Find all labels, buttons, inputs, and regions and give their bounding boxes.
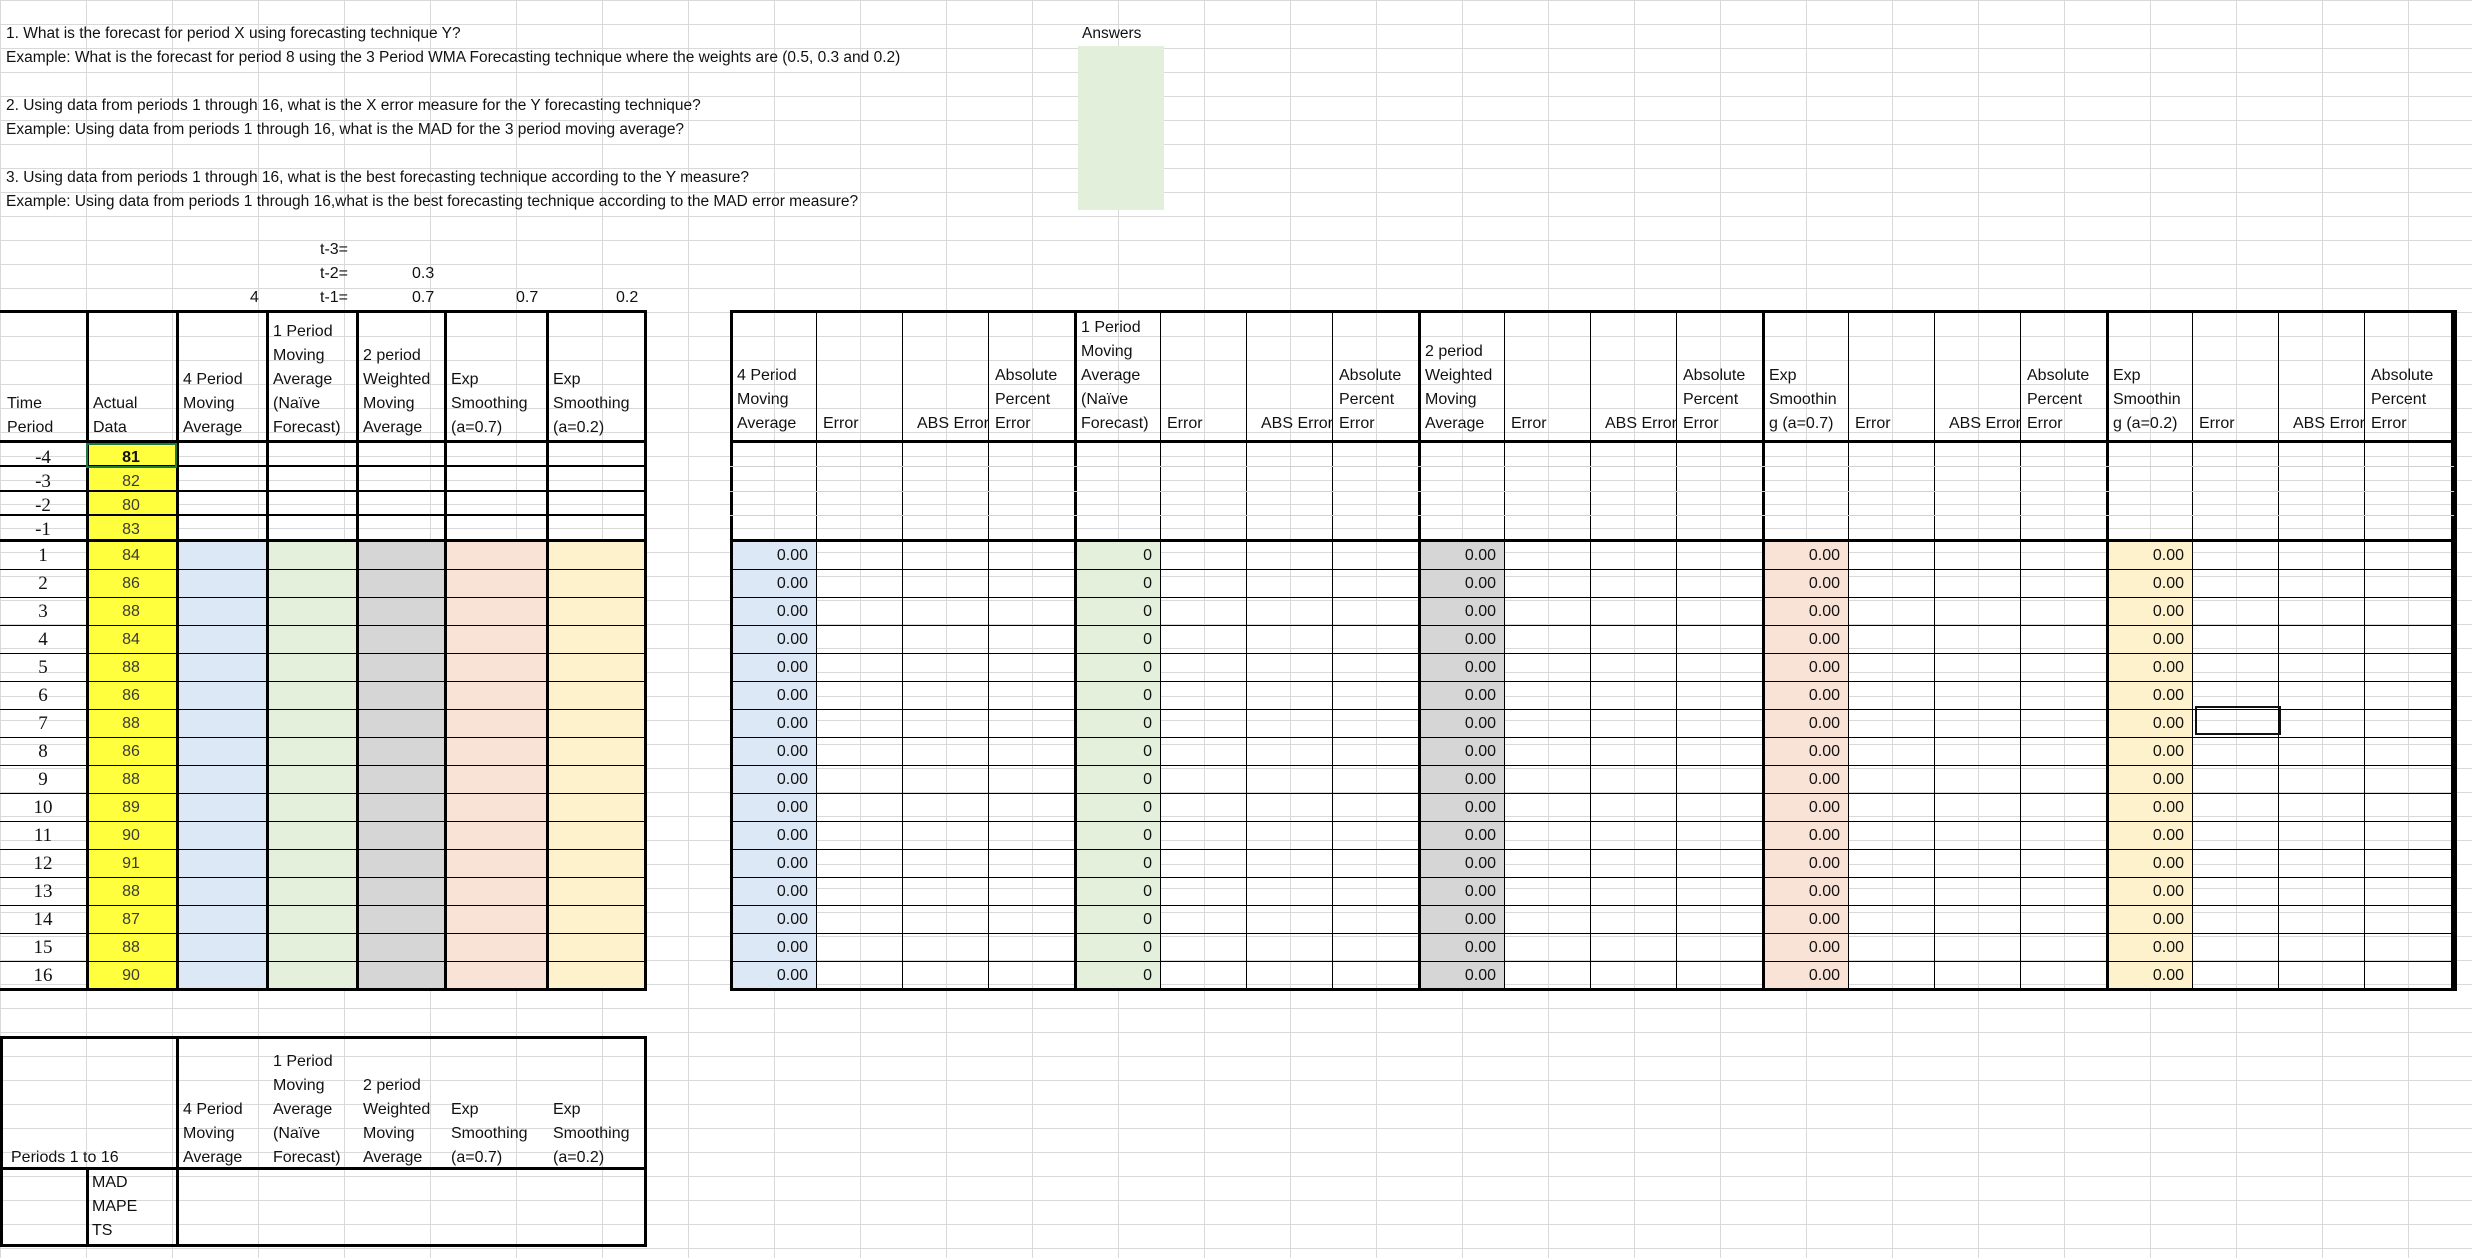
actual-data-cell[interactable]: 89 [122, 799, 140, 816]
actual-data-cell[interactable]: 82 [122, 473, 140, 490]
forecast-value-cell[interactable]: 0.00 [1464, 771, 1496, 788]
forecast-value-cell[interactable]: 0.00 [776, 715, 808, 732]
forecast-value-cell[interactable]: 0.00 [1808, 911, 1840, 928]
forecast-value-cell[interactable]: 0.00 [1464, 631, 1496, 648]
question-2-example: Example: Using data from periods 1 through 16, what is the MAD for the 3 period moving average? [6, 121, 685, 138]
time-period-cell[interactable]: 2 [38, 573, 48, 594]
time-period-cell[interactable]: 13 [33, 881, 53, 902]
row-line [730, 821, 2454, 822]
forecast-value-cell[interactable]: 0 [1143, 575, 1152, 592]
actual-data-cell[interactable]: 88 [122, 659, 140, 676]
t1-label: t-1= [320, 289, 349, 306]
right-header-abs-error: ABS Error [1260, 415, 1333, 432]
actual-data-cell[interactable]: 86 [122, 743, 140, 760]
time-period-cell[interactable]: 7 [38, 713, 48, 734]
time-period-cell[interactable]: 6 [38, 685, 48, 706]
t2-weight[interactable]: 0.3 [412, 265, 435, 282]
forecast-value-cell[interactable]: 0 [1143, 659, 1152, 676]
metric-mad: MAD [92, 1174, 128, 1191]
summary-col-line [86, 1167, 89, 1247]
forecast-value-cell[interactable]: 0 [1143, 743, 1152, 760]
forecast-value-cell[interactable]: 0.00 [776, 631, 808, 648]
forecast-value-cell[interactable]: 0 [1143, 687, 1152, 704]
col-line [644, 310, 647, 991]
right-header-ape: Absolute Percent Error [2371, 367, 2434, 432]
forecast-value-cell[interactable]: 0.00 [1464, 603, 1496, 620]
summary-header-wma2: 2 period Weighted Moving Average [363, 1077, 431, 1166]
question-3: 3. Using data from periods 1 through 16, what is the best forecasting technique according to the Y measure? [6, 169, 750, 186]
header-time-period: Time Period [7, 395, 54, 436]
actual-data-cell[interactable]: 90 [122, 827, 140, 844]
forecast-value-cell[interactable]: 0.00 [1464, 743, 1496, 760]
right-header-exp07: Exp Smoothin g (a=0.7) [1769, 367, 1837, 432]
forecast-value-cell[interactable]: 0.00 [1464, 687, 1496, 704]
header-ma4: 4 Period Moving Average [183, 371, 243, 436]
row-line [730, 737, 2454, 738]
right-header-abs-error: ABS Error [2292, 415, 2365, 432]
right-col-line [1160, 310, 1161, 991]
forecast-value-cell[interactable]: 0.00 [1464, 547, 1496, 564]
forecast-value-cell[interactable]: 0.00 [2152, 547, 2184, 564]
row-line [730, 877, 2454, 878]
forecast-value-cell[interactable]: 0.00 [1464, 799, 1496, 816]
right-header-ape: Absolute Percent Error [1683, 367, 1746, 432]
right-header-abs-error: ABS Error [1604, 415, 1677, 432]
right-header-error: Error [1511, 415, 1547, 432]
t1-weight[interactable]: 0.7 [412, 289, 435, 306]
forecast-value-cell[interactable]: 0.00 [1808, 575, 1840, 592]
question-2: 2. Using data from periods 1 through 16, what is the X error measure for the Y forecasting technique? [6, 97, 701, 114]
row-line [730, 515, 2454, 516]
time-period-cell[interactable]: -1 [35, 519, 51, 540]
actual-data-cell[interactable]: 90 [122, 967, 140, 984]
forecast-value-cell[interactable]: 0.00 [1808, 603, 1840, 620]
forecast-value-cell[interactable]: 0.00 [2152, 799, 2184, 816]
right-header-ape: Absolute Percent Error [995, 367, 1058, 432]
active-cell[interactable] [2195, 706, 2281, 735]
actual-data-cell[interactable]: 86 [122, 687, 140, 704]
actual-data-cell[interactable]: 88 [122, 715, 140, 732]
forecast-value-cell[interactable]: 0.00 [2152, 827, 2184, 844]
actual-data-cell[interactable]: 83 [122, 521, 140, 538]
forecast-value-cell[interactable]: 0 [1143, 967, 1152, 984]
forecast-value-cell[interactable]: 0.00 [776, 967, 808, 984]
forecast-value-cell[interactable]: 0 [1143, 827, 1152, 844]
row-line [730, 933, 2454, 934]
forecast-value-cell[interactable]: 0.00 [776, 771, 808, 788]
forecast-value-cell[interactable]: 0.00 [1464, 659, 1496, 676]
header-exp02: Exp Smoothing (a=0.2) [553, 371, 630, 436]
forecast-value-cell[interactable]: 0.00 [1464, 855, 1496, 872]
forecast-value-cell[interactable]: 0.00 [776, 603, 808, 620]
forecast-value-cell[interactable]: 0.00 [776, 659, 808, 676]
forecast-value-cell[interactable]: 0.00 [776, 687, 808, 704]
answers-label: Answers [1082, 25, 1142, 42]
forecast-value-cell[interactable]: 0.00 [1464, 967, 1496, 984]
row-line [730, 989, 2454, 990]
row-line [730, 491, 2454, 492]
forecast-value-cell[interactable]: 0.00 [2152, 883, 2184, 900]
row-line [0, 989, 646, 990]
forecast-value-cell[interactable]: 0.00 [2152, 967, 2184, 984]
summary-header-naive: 1 Period Moving Average (Naïve Forecast) [273, 1053, 341, 1166]
row-line [730, 961, 2454, 962]
forecast-value-cell[interactable]: 0.00 [1808, 967, 1840, 984]
forecast-value-cell[interactable]: 0 [1143, 799, 1152, 816]
right-col-line [816, 310, 817, 991]
forecast-value-cell[interactable]: 0.00 [776, 883, 808, 900]
time-period-cell[interactable]: 1 [38, 545, 48, 566]
time-period-cell[interactable]: -3 [35, 471, 51, 492]
forecast-value-cell[interactable]: 0.00 [1808, 883, 1840, 900]
forecast-value-cell[interactable]: 0.00 [1808, 827, 1840, 844]
forecast-value-cell[interactable]: 0.00 [776, 855, 808, 872]
alpha-02[interactable]: 0.2 [616, 289, 639, 306]
forecast-value-cell[interactable]: 0 [1143, 771, 1152, 788]
forecast-value-cell[interactable]: 0.00 [1464, 883, 1496, 900]
metric-mape: MAPE [92, 1198, 138, 1215]
forecast-value-cell[interactable]: 0.00 [2152, 687, 2184, 704]
time-period-cell[interactable]: 9 [38, 769, 48, 790]
right-header-naive: 1 Period Moving Average (Naïve Forecast) [1081, 319, 1149, 432]
right-col-line [1504, 310, 1505, 991]
question-3-example: Example: Using data from periods 1 through 16,what is the best forecasting technique according to the MAD error measure? [6, 193, 859, 210]
time-period-cell[interactable]: 16 [33, 965, 53, 986]
answers-area[interactable] [1078, 46, 1164, 210]
row-line [730, 793, 2454, 794]
forecast-value-cell[interactable]: 0.00 [2152, 743, 2184, 760]
left-table-top-border [0, 310, 646, 313]
forecast-value-cell[interactable]: 0 [1143, 547, 1152, 564]
row-line [730, 466, 2454, 467]
row-line [730, 849, 2454, 850]
time-period-cell[interactable]: 4 [38, 629, 48, 650]
right-header-error: Error [2199, 415, 2235, 432]
selected-cell[interactable] [86, 443, 177, 468]
forecast-value-cell[interactable]: 0.00 [1464, 575, 1496, 592]
forecast-value-cell[interactable]: 0.00 [1808, 715, 1840, 732]
forecast-value-cell[interactable]: 0 [1143, 603, 1152, 620]
time-period-cell[interactable]: 5 [38, 657, 48, 678]
time-period-cell[interactable]: 3 [38, 601, 48, 622]
time-period-cell[interactable]: 11 [33, 825, 53, 846]
time-period-cell[interactable]: -4 [35, 447, 51, 468]
summary-header-exp02: Exp Smoothing (a=0.2) [553, 1101, 630, 1166]
forecast-value-cell[interactable]: 0.00 [2152, 715, 2184, 732]
time-period-cell[interactable]: -2 [35, 495, 51, 516]
right-header-error: Error [823, 415, 859, 432]
alpha-07[interactable]: 0.7 [516, 289, 539, 306]
time-period-cell[interactable]: 15 [33, 937, 53, 958]
forecast-value-cell[interactable]: 0.00 [1464, 939, 1496, 956]
row-line [730, 625, 2454, 626]
actual-data-cell[interactable]: 84 [122, 631, 140, 648]
right-col-line [2192, 310, 2193, 991]
right-header-ma4: 4 Period Moving Average [737, 367, 797, 432]
forecast-value-cell[interactable]: 0.00 [776, 743, 808, 760]
forecast-value-cell[interactable]: 0.00 [1808, 771, 1840, 788]
forecast-value-cell[interactable]: 0.00 [1808, 687, 1840, 704]
row-line [730, 569, 2454, 570]
actual-data-cell[interactable]: 88 [122, 771, 140, 788]
forecast-value-cell[interactable]: 0.00 [2152, 631, 2184, 648]
summary-header-ma4: 4 Period Moving Average [183, 1101, 243, 1166]
time-period-cell[interactable]: 14 [33, 909, 53, 930]
actual-data-cell[interactable]: 84 [122, 547, 140, 564]
forecast-value-cell[interactable]: 0.00 [2152, 771, 2184, 788]
header-wma2: 2 period Weighted Moving Average [363, 347, 431, 436]
forecast-value-cell[interactable]: 0.00 [1464, 827, 1496, 844]
header-exp07: Exp Smoothing (a=0.7) [451, 371, 528, 436]
actual-data-cell[interactable]: 86 [122, 575, 140, 592]
forecast-value-cell[interactable]: 0 [1143, 631, 1152, 648]
forecast-value-cell[interactable]: 0.00 [2152, 603, 2184, 620]
forecast-value-cell[interactable]: 0 [1143, 939, 1152, 956]
right-col-line [2454, 310, 2457, 991]
actual-data-cell[interactable]: 80 [122, 497, 140, 514]
right-col-line [1848, 310, 1849, 991]
forecast-value-cell[interactable]: 0.00 [776, 827, 808, 844]
time-period-cell[interactable]: 12 [33, 853, 53, 874]
summary-header-exp07: Exp Smoothing (a=0.7) [451, 1101, 528, 1166]
actual-data-cell[interactable]: 91 [122, 855, 140, 872]
forecast-value-cell[interactable]: 0.00 [1808, 855, 1840, 872]
summary-periods-label: Periods 1 to 16 [11, 1149, 119, 1166]
t2-label: t-2= [320, 265, 349, 282]
forecast-value-cell[interactable]: 0.00 [1464, 715, 1496, 732]
forecast-value-cell[interactable]: 0.00 [776, 575, 808, 592]
right-header-ape: Absolute Percent Error [2027, 367, 2090, 432]
forecast-value-cell[interactable]: 0.00 [1808, 547, 1840, 564]
right-header-error: Error [1855, 415, 1891, 432]
forecast-value-cell[interactable]: 0.00 [2152, 575, 2184, 592]
header-naive: 1 Period Moving Average (Naïve Forecast) [273, 323, 341, 436]
row-line [730, 597, 2454, 598]
actual-data-cell[interactable]: 87 [122, 911, 140, 928]
actual-data-cell[interactable]: 88 [122, 939, 140, 956]
forecast-value-cell[interactable]: 0.00 [776, 799, 808, 816]
right-header-wma2: 2 period Weighted Moving Average [1425, 343, 1493, 432]
forecast-value-cell[interactable]: 0.00 [2152, 659, 2184, 676]
actual-data-cell[interactable]: 88 [122, 603, 140, 620]
forecast-value-cell[interactable]: 0.00 [1808, 743, 1840, 760]
forecast-value-cell[interactable]: 0.00 [1808, 939, 1840, 956]
forecast-value-cell[interactable]: 0.00 [1808, 631, 1840, 648]
time-period-cell[interactable]: 8 [38, 741, 48, 762]
row-line [730, 681, 2454, 682]
forecast-value-cell[interactable]: 0 [1143, 911, 1152, 928]
right-header-ape: Absolute Percent Error [1339, 367, 1402, 432]
forecast-value-cell[interactable]: 0.00 [776, 939, 808, 956]
ma-periods[interactable]: 4 [250, 289, 259, 306]
forecast-value-cell[interactable]: 0 [1143, 715, 1152, 732]
header-actual-data: Actual Data [93, 395, 138, 436]
time-period-cell[interactable]: 10 [33, 797, 53, 818]
t3-label: t-3= [320, 241, 349, 258]
question-1: 1. What is the forecast for period X using forecasting technique Y? [6, 25, 461, 42]
row-line [730, 905, 2454, 906]
right-header-abs-error: ABS Error [1948, 415, 2021, 432]
forecast-value-cell[interactable]: 0 [1143, 883, 1152, 900]
actual-data-cell[interactable]: 88 [122, 883, 140, 900]
question-1-example: Example: What is the forecast for period 8 using the 3 Period WMA Forecasting technique where the weights are (0.5, 0.3 and 0.2) [6, 49, 901, 66]
right-header-error: Error [1167, 415, 1203, 432]
forecast-value-cell[interactable]: 0.00 [2152, 939, 2184, 956]
right-header-abs-error: ABS Error [916, 415, 989, 432]
metric-ts: TS [92, 1222, 113, 1239]
forecast-value-cell[interactable]: 0.00 [1464, 911, 1496, 928]
forecast-value-cell[interactable]: 0.00 [776, 911, 808, 928]
actual-data-cell[interactable]: 81 [122, 449, 140, 466]
right-header-exp02: Exp Smoothin g (a=0.2) [2113, 367, 2181, 432]
forecast-value-cell[interactable]: 0.00 [2152, 911, 2184, 928]
forecast-value-cell[interactable]: 0.00 [2152, 855, 2184, 872]
forecast-value-cell[interactable]: 0.00 [1808, 799, 1840, 816]
forecast-value-cell[interactable]: 0 [1143, 855, 1152, 872]
row-line [730, 765, 2454, 766]
forecast-value-cell[interactable]: 0.00 [776, 547, 808, 564]
row-line [730, 653, 2454, 654]
forecast-value-cell[interactable]: 0.00 [1808, 659, 1840, 676]
